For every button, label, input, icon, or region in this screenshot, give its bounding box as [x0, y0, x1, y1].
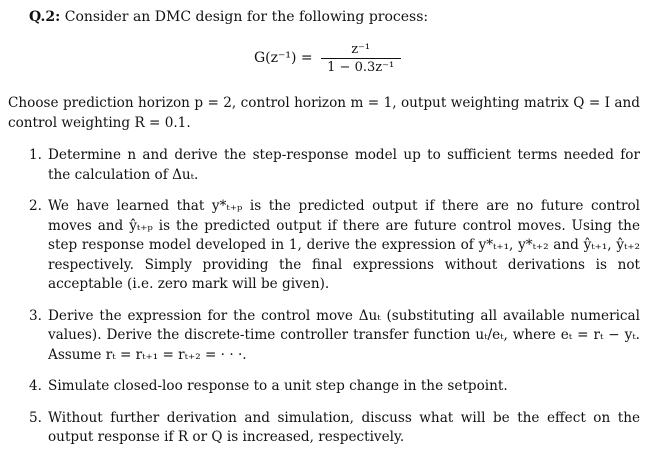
- list-item: [29, 146, 640, 185]
- item-text: Without further derivation and simulation, discuss what will be the effect on the output response if R or Q is increased, respectively.: [48, 409, 640, 445]
- list-item: [29, 307, 640, 366]
- item-text: We have learned that y*ₜ₊ₚ is the predicted output if there are no future control moves and ŷₜ₊ₚ is the predicted output if there are future control moves. Using the step response model developed in 1, derive the expression of y*ₜ₊₁, y*ₜ₊₂ and ŷₜ₊₁, ŷₜ₊₂ respectively. Simply providing the final expressions without derivations is not acceptable (i.e. zero mark will be given).: [48, 198, 640, 292]
- transfer-function-formula: [254, 42, 401, 76]
- item-number: 3.: [29, 307, 42, 324]
- item-number: 5.: [29, 409, 42, 426]
- list-item: [29, 377, 640, 397]
- formula-fraction: [321, 42, 401, 76]
- item-text: Simulate closed-loo response to a unit step change in the setpoint.: [48, 378, 508, 394]
- item-number: 4.: [29, 378, 42, 394]
- list-item: [29, 197, 640, 295]
- intro-paragraph: Choose prediction horizon p = 2, control horizon m = 1, output weighting matrix Q = I and control weighting R = 0.1.: [8, 95, 640, 131]
- formula-denominator: 1 − 0.3z⁻¹: [327, 60, 395, 75]
- formula-numerator: z⁻¹: [351, 42, 371, 57]
- task-list: [29, 146, 640, 460]
- formula-lhs: G(z⁻¹) =: [254, 50, 313, 67]
- fraction-bar: [321, 58, 401, 59]
- item-number: 2.: [29, 198, 42, 214]
- question-prompt: Consider an DMC design for the following process:: [64, 9, 429, 25]
- question-label: Q.2:: [29, 9, 61, 25]
- item-text: Derive the expression for the control move Δuₜ (substituting all available numerical values). Derive the discrete-time controller transfer function uₜ/eₜ, where eₜ = rₜ − yₜ. Assume rₜ = rₜ₊₁ = rₜ₊₂ = · · ·.: [48, 307, 640, 363]
- list-item: [29, 409, 640, 448]
- item-text: Determine n and derive the step-response model up to sufficient terms needed for the calculation of Δuₜ.: [48, 147, 640, 183]
- item-number: 1.: [29, 147, 42, 163]
- question-title: [29, 8, 428, 28]
